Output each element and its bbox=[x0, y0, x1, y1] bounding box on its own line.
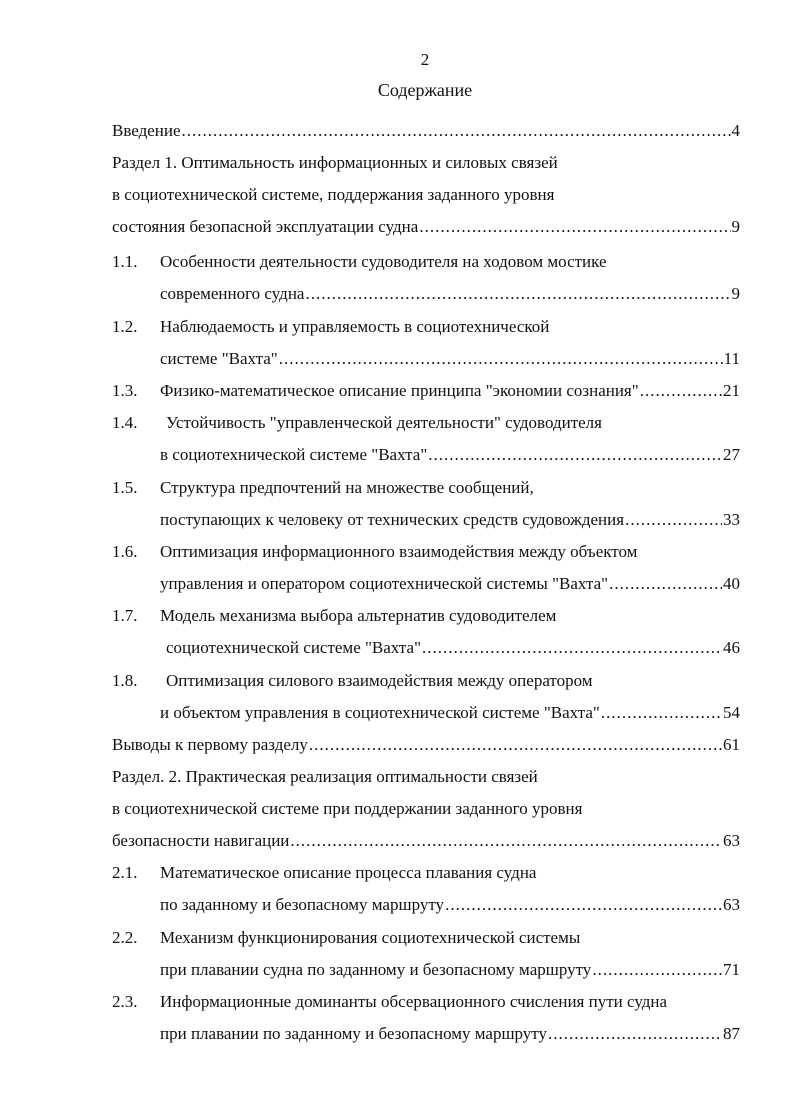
leader-dots bbox=[609, 571, 722, 597]
leader-dots bbox=[182, 118, 731, 144]
toc-entry-2-3-line2 bbox=[0, 1021, 798, 1047]
toc-entry-text: Особенности деятельности судоводителя на ходовом мостике bbox=[160, 252, 607, 271]
toc-entry-text: Физико-математическое описание принципа "экономии сознания" bbox=[160, 381, 639, 400]
toc-entry-section-1-line2 bbox=[0, 182, 798, 208]
toc-entry-number: 1.2. bbox=[112, 317, 138, 336]
toc-entry-number: 1.7. bbox=[112, 606, 138, 625]
toc-entry-text: Механизм функционирования социотехнической системы bbox=[160, 928, 581, 947]
toc-entry-1-3[interactable] bbox=[0, 378, 798, 404]
leader-dots bbox=[309, 732, 722, 758]
toc-page-number: 63 bbox=[723, 831, 740, 850]
toc-page-number: 9 bbox=[731, 284, 740, 303]
toc-entry-number: 1.1. bbox=[112, 252, 138, 271]
toc-entry-text: в социотехнической системе "Вахта" bbox=[160, 445, 428, 464]
toc-entry-1-2-line2 bbox=[0, 346, 798, 372]
toc-entry-text: при плавании судна по заданному и безопасному маршруту bbox=[160, 960, 592, 979]
toc-entry-2-3[interactable] bbox=[0, 989, 798, 1015]
leader-dots bbox=[445, 892, 722, 918]
toc-page-number: 9 bbox=[731, 217, 740, 236]
toc-page-number: 4 bbox=[731, 121, 740, 140]
toc-page-number: 54 bbox=[723, 703, 740, 722]
toc-entry-1-7-line2 bbox=[0, 635, 798, 661]
toc-entry-text: состояния безопасной эксплуатации судна bbox=[112, 217, 419, 236]
toc-entry-text: по заданному и безопасному маршруту bbox=[160, 895, 445, 914]
toc-entry-text: Введение bbox=[112, 121, 181, 140]
toc-entry-1-2[interactable] bbox=[0, 314, 798, 340]
toc-page-number: 11 bbox=[723, 349, 740, 368]
toc-entry-text: Модель механизма выбора альтернатив судоводителем bbox=[160, 606, 557, 625]
leader-dots bbox=[422, 635, 722, 661]
toc-page-number: 27 bbox=[723, 445, 740, 464]
toc-entry-1-4-line2 bbox=[0, 442, 798, 468]
toc-entry-text: Оптимизация силового взаимодействия между оператором bbox=[166, 671, 593, 690]
toc-entry-number: 1.4. bbox=[112, 413, 138, 432]
toc-entry-number: 2.2. bbox=[112, 928, 138, 947]
toc-entry-number: 2.1. bbox=[112, 863, 138, 882]
leader-dots bbox=[640, 378, 722, 404]
toc-entry-text: социотехнической системе "Вахта" bbox=[166, 638, 422, 657]
toc-title: Содержание bbox=[377, 80, 473, 100]
toc-entry-number: 1.8. bbox=[112, 671, 138, 690]
toc-page-number: 33 bbox=[723, 510, 740, 529]
toc-entry-2-1-line2 bbox=[0, 892, 798, 918]
toc-entry-text: Раздел 1. Оптимальность информационных и силовых связей bbox=[112, 153, 558, 172]
toc-entry-text: Структура предпочтений на множестве сообщений, bbox=[160, 478, 534, 497]
leader-dots bbox=[290, 828, 722, 854]
leader-dots bbox=[279, 346, 723, 372]
toc-entry-text: Наблюдаемость и управляемость в социотехнической bbox=[160, 317, 550, 336]
toc-page-number: 87 bbox=[723, 1024, 740, 1043]
toc-entry-number: 1.3. bbox=[112, 381, 138, 400]
toc-entry-text: Информационные доминанты обсервационного счисления пути судна bbox=[160, 992, 668, 1011]
toc-entry-2-2[interactable] bbox=[0, 925, 798, 951]
toc-entry-introduction[interactable] bbox=[0, 118, 798, 144]
toc-entry-2-2-line2 bbox=[0, 957, 798, 983]
toc-entry-text: при плавании по заданному и безопасному маршруту bbox=[160, 1024, 548, 1043]
toc-entry-2-1[interactable] bbox=[0, 860, 798, 886]
toc-entry-text: в социотехнической системе, поддержания заданного уровня bbox=[112, 185, 555, 204]
toc-entry-1-6-line2 bbox=[0, 571, 798, 597]
toc-entry-1-8-line2 bbox=[0, 700, 798, 726]
toc-entry-1-1[interactable] bbox=[0, 249, 798, 275]
toc-entry-section-2-line2 bbox=[0, 796, 798, 822]
leader-dots bbox=[305, 281, 730, 307]
toc-entry-conclusions-1[interactable] bbox=[0, 732, 798, 758]
toc-entry-text: и объектом управления в социотехнической системе "Вахта" bbox=[160, 703, 600, 722]
leader-dots bbox=[592, 957, 722, 983]
toc-page-number: 61 bbox=[723, 735, 740, 754]
toc-entry-section-2[interactable] bbox=[0, 764, 798, 790]
toc-entry-1-5[interactable] bbox=[0, 475, 798, 501]
toc-entry-section-1-line3 bbox=[0, 214, 798, 240]
toc-entry-1-1-line2 bbox=[0, 281, 798, 307]
toc-entry-text: современного судна bbox=[160, 284, 305, 303]
toc-entry-number: 1.6. bbox=[112, 542, 138, 561]
leader-dots bbox=[625, 507, 722, 533]
toc-entry-section-2-line3 bbox=[0, 828, 798, 854]
toc-entry-text: Математическое описание процесса плавания судна bbox=[160, 863, 537, 882]
toc-entry-number: 2.3. bbox=[112, 992, 138, 1011]
toc-entry-text: системе "Вахта" bbox=[160, 349, 278, 368]
toc-entry-text: управления и оператором социотехнической системы "Вахта" bbox=[160, 574, 609, 593]
toc-page-number: 71 bbox=[723, 960, 740, 979]
toc-page-number: 21 bbox=[723, 381, 740, 400]
toc-entry-1-5-line2 bbox=[0, 507, 798, 533]
toc-page-number: 63 bbox=[723, 895, 740, 914]
toc-entry-1-6[interactable] bbox=[0, 539, 798, 565]
toc-entry-section-1[interactable] bbox=[0, 150, 798, 176]
leader-dots bbox=[601, 700, 722, 726]
toc-entry-text: Выводы к первому разделу bbox=[112, 735, 308, 754]
toc-entry-text: безопасности навигации bbox=[112, 831, 290, 850]
leader-dots bbox=[428, 442, 722, 468]
toc-entry-text: поступающих к человеку от технических средств судовождения bbox=[160, 510, 625, 529]
toc-entry-1-7[interactable] bbox=[0, 603, 798, 629]
leader-dots bbox=[419, 214, 730, 240]
toc-entry-text: Раздел. 2. Практическая реализация оптимальности связей bbox=[112, 767, 538, 786]
page-number: 2 bbox=[420, 50, 430, 69]
toc-page-number: 46 bbox=[723, 638, 740, 657]
toc-entry-1-8[interactable] bbox=[0, 668, 798, 694]
toc-entry-text: Оптимизация информационного взаимодействия между объектом bbox=[160, 542, 638, 561]
toc-entry-text: в социотехнической системе при поддержании заданного уровня bbox=[112, 799, 583, 818]
toc-entry-text: Устойчивость "управленческой деятельности" судоводителя bbox=[166, 413, 602, 432]
toc-page-number: 40 bbox=[723, 574, 740, 593]
toc-entry-1-4[interactable] bbox=[0, 410, 798, 436]
leader-dots bbox=[548, 1021, 722, 1047]
toc-entry-number: 1.5. bbox=[112, 478, 138, 497]
